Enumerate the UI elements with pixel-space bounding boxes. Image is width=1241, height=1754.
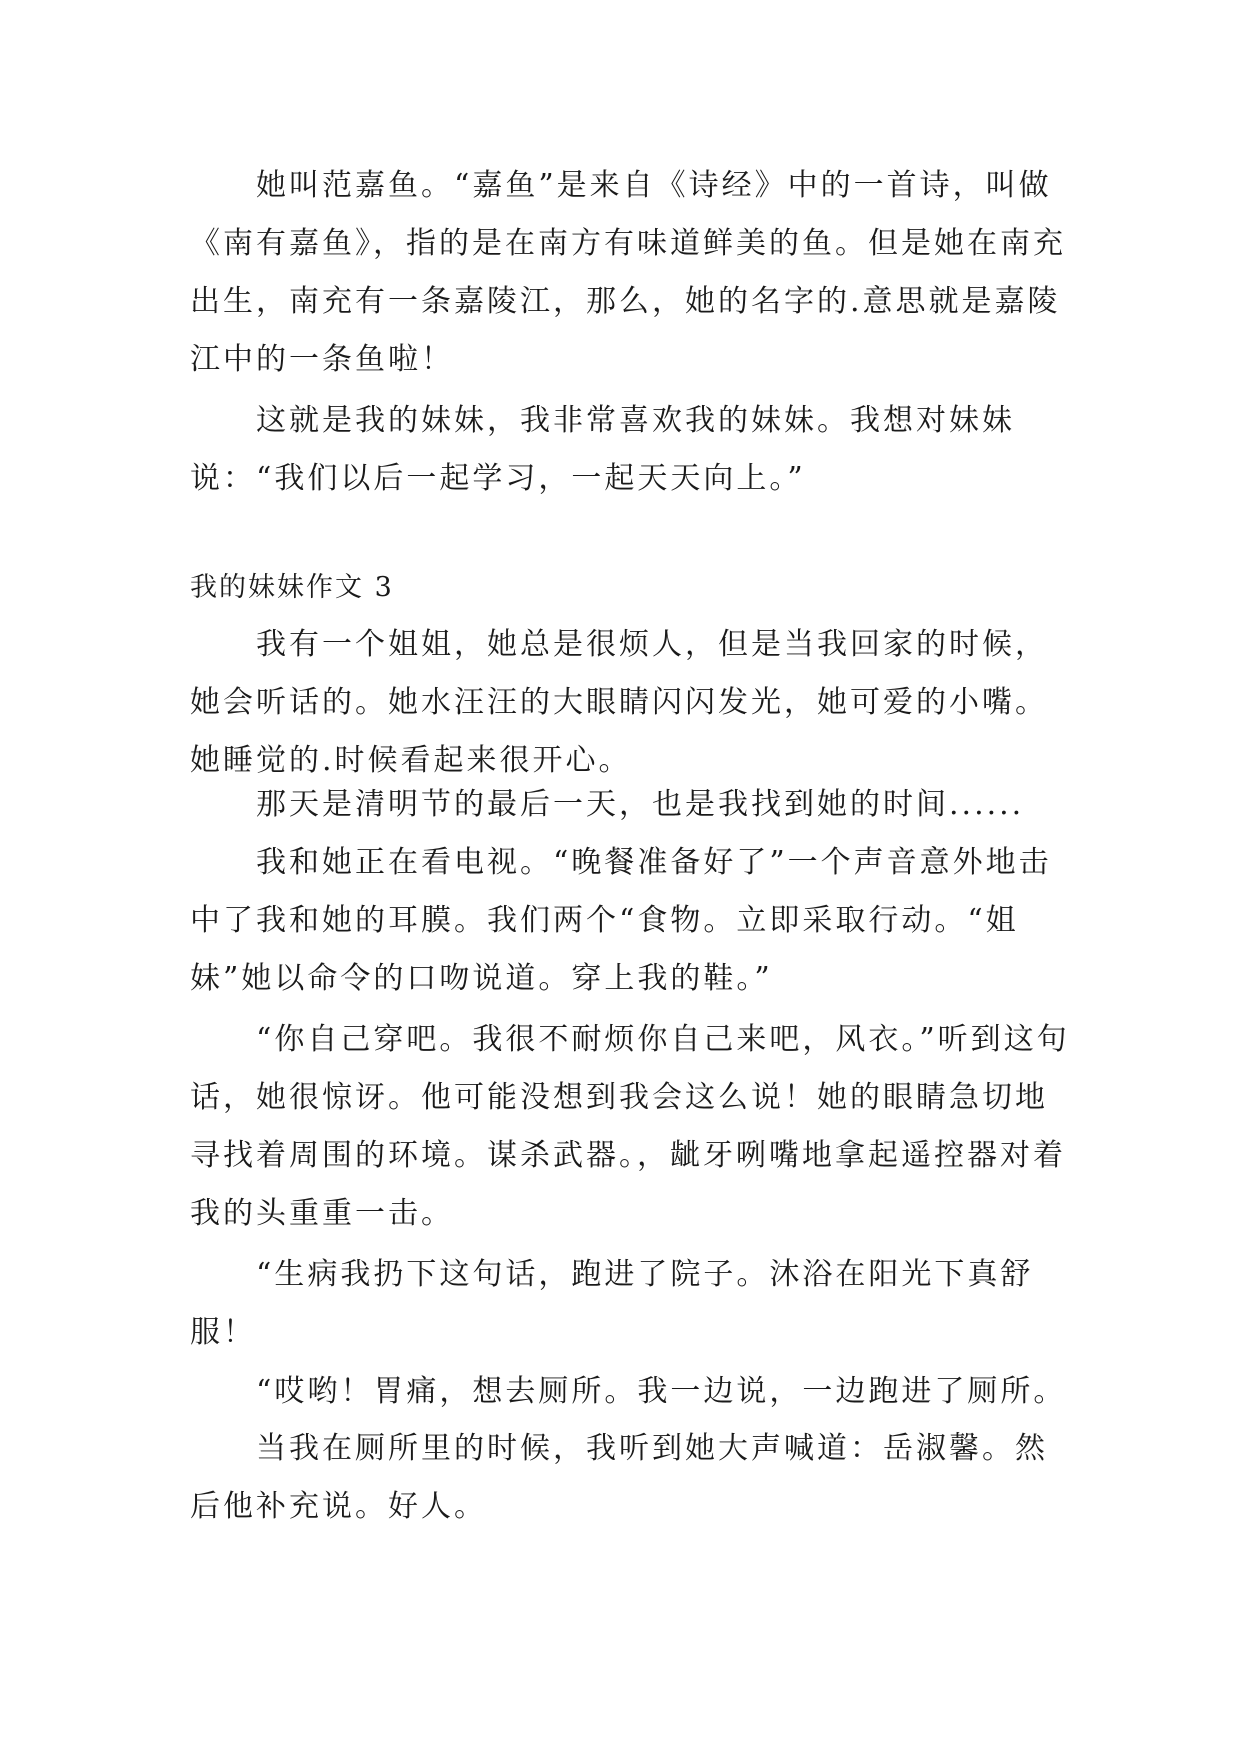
paragraph: 这就是我的妹妹，我非常喜欢我的妹妹。我想对妹妹说：“我们以后一起学习，一起天天向上。”: [190, 403, 1015, 496]
paragraph: 她叫范嘉鱼。“嘉鱼”是来自《诗经》中的一首诗，叫做《南有嘉鱼》，指的是在南方有味道鲜美的鱼。但是她在南充出生，南充有一条嘉陵江，那么，她的名字的.意思就是嘉陵江中的一条鱼啦！: [190, 168, 1066, 377]
paragraph: 我和她正在看电视。“晚餐准备好了”一个声音意外地击中了我和她的耳膜。我们两个“食物。立即采取行动。“姐妹”她以命令的口吻说道。穿上我的鞋。”: [190, 845, 1052, 996]
section-title: 我的妹妹作文 3: [190, 572, 394, 603]
paragraph: 当我在厕所里的时候，我听到她大声喊道：岳淑馨。然后他补充说。好人。: [190, 1431, 1048, 1524]
paragraph: “哎哟！胃痛，想去厕所。我一边说，一边跑进了厕所。: [256, 1374, 1067, 1409]
paragraph: “你自己穿吧。我很不耐烦你自己来吧，风衣。”听到这句话，她很惊讶。他可能没想到我会这么说！她的眼睛急切地寻找着周围的环境。谋杀武器。，龇牙咧嘴地拿起遥控器对着我的头重重一击。: [190, 1022, 1070, 1231]
paragraph: 那天是清明节的最后一天，也是我找到她的时间......: [256, 787, 1025, 822]
paragraph: “生病我扔下这句话，跑进了院子。沐浴在阳光下真舒服！: [190, 1257, 1034, 1350]
paragraph: 我有一个姐姐，她总是很烦人，但是当我回家的时候，她会听话的。她水汪汪的大眼睛闪闪发光，她可爱的小嘴。她睡觉的.时候看起来很开心。: [190, 627, 1048, 778]
